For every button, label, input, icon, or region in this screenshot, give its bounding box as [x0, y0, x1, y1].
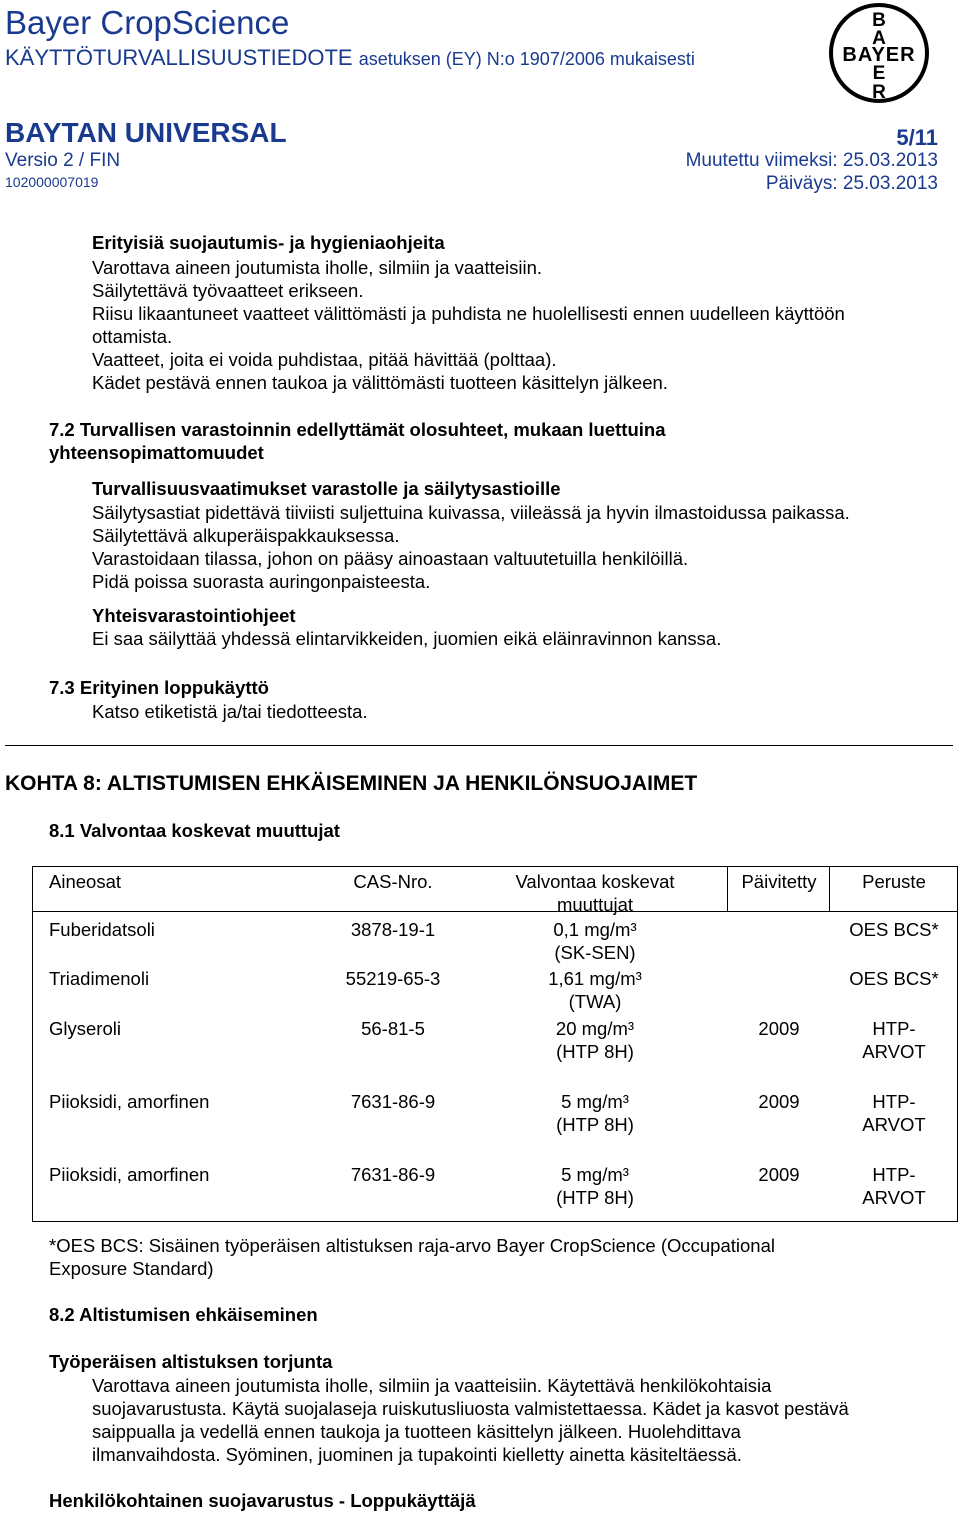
table-cell-ingredient: Triadimenoli	[49, 968, 150, 989]
table-header-control-params: Valvontaa koskevat	[515, 871, 675, 892]
table-cell-ingredient: Glyseroli	[49, 1018, 121, 1039]
table-cell-value: 1,61 mg/m³	[548, 968, 642, 989]
table-cell-value-type: (SK-SEN)	[554, 942, 636, 963]
table-footnote: *OES BCS: Sisäinen työperäisen altistuksen raja-arvo Bayer CropScience (Occupational	[49, 1235, 775, 1256]
regulation-text: asetuksen (EY) N:o 1907/2006 mukaisesti	[358, 49, 695, 69]
table-cell-ingredient: Piioksidi, amorfinen	[49, 1091, 210, 1112]
storage-line: Pidä poissa suorasta auringonpaisteesta.	[92, 571, 431, 592]
work-exposure-line: suojavarustusta. Käytä suojalaseja ruiskutusliuosta valmistettaessa. Kädet ja kasvot pestävä	[92, 1398, 849, 1419]
section-7-2-title-cont: yhteensopimattomuudet	[49, 442, 264, 463]
hygiene-line: Vaatteet, joita ei voida puhdistaa, pitää hävittää (polttaa).	[92, 349, 557, 370]
table-column-divider	[727, 867, 728, 911]
product-name: BAYTAN UNIVERSAL	[5, 117, 287, 148]
table-cell-value: 5 mg/m³	[561, 1091, 629, 1112]
table-footnote-cont: Exposure Standard)	[49, 1258, 214, 1279]
section-8-title: KOHTA 8: ALTISTUMISEN EHKÄISEMINEN JA HENKILÖNSUOJAIMET	[5, 772, 698, 795]
hygiene-line: Kädet pestävä ennen taukoa ja välittömästi tuotteen käsittelyn jälkeen.	[92, 372, 668, 393]
hygiene-line: Säilytettävä työvaatteet erikseen.	[92, 280, 364, 301]
hygiene-heading: Erityisiä suojautumis- ja hygieniaohjeita	[92, 232, 445, 253]
table-header-control-params-cont: muuttujat	[556, 894, 634, 915]
work-exposure-heading: Työperäisen altistuksen torjunta	[49, 1351, 333, 1372]
table-column-divider	[829, 867, 830, 911]
table-cell-updated: 2009	[758, 1018, 800, 1039]
table-cell-cas: 55219-65-3	[345, 968, 441, 989]
hygiene-line: Riisu likaantuneet vaatteet välittömästi ja puhdista ne huolellisesti ennen uudelleen käyttöön	[92, 303, 845, 324]
document-id: 102000007019	[5, 174, 99, 190]
table-cell-value: 20 mg/m³	[555, 1018, 635, 1039]
table-cell-basis-cont: ARVOT	[862, 1114, 926, 1135]
section-7-3-line: Katso etiketistä ja/tai tiedotteesta.	[92, 701, 368, 722]
section-7-2-title: 7.2 Turvallisen varastoinnin edellyttämät olosuhteet, mukaan luettuina	[49, 419, 666, 440]
svg-text:B: B	[872, 10, 886, 31]
table-header-updated: Päivitetty	[741, 871, 817, 892]
document-date: Päiväys: 25.03.2013	[765, 173, 938, 194]
table-cell-cas: 56-81-5	[361, 1018, 425, 1039]
work-exposure-line: ilmanvaihdosta. Syöminen, juominen ja tupakointi kielletty ainetta käsiteltäessä.	[92, 1444, 742, 1465]
svg-text:E: E	[872, 63, 886, 84]
work-exposure-line: Varottava aineen joutumista iholle, silmiin ja vaatteisiin. Käytettävä henkilökohtaisia	[92, 1375, 772, 1396]
ppe-heading: Henkilökohtainen suojavarustus - Loppukäyttäjä	[49, 1490, 476, 1511]
joint-storage-line: Ei saa säilyttää yhdessä elintarvikkeiden, juomien eikä eläinravinnon kanssa.	[92, 628, 722, 649]
table-cell-basis: OES BCS*	[849, 919, 939, 940]
storage-heading: Turvallisuusvaatimukset varastolle ja säilytysastioille	[92, 478, 561, 499]
table-cell-value-type: (HTP 8H)	[556, 1041, 634, 1062]
table-header-ingredient: Aineosat	[49, 871, 121, 892]
bayer-cross-logo	[820, 2, 938, 104]
exposure-limits-table	[32, 866, 958, 1222]
section-divider	[5, 745, 953, 746]
table-cell-basis: HTP-	[872, 1018, 916, 1039]
section-8-1-title: 8.1 Valvontaa koskevat muuttujat	[49, 820, 340, 841]
table-cell-basis: HTP-	[872, 1164, 916, 1185]
hygiene-line: Varottava aineen joutumista iholle, silmiin ja vaatteisiin.	[92, 257, 543, 278]
table-cell-ingredient: Piioksidi, amorfinen	[49, 1164, 210, 1185]
logo-text: BAYER	[842, 44, 916, 66]
table-cell-basis-cont: ARVOT	[862, 1187, 926, 1208]
table-cell-value-type: (HTP 8H)	[556, 1187, 634, 1208]
table-cell-cas: 3878-19-1	[350, 919, 436, 940]
page-number: 5/11	[896, 125, 938, 150]
storage-line: Varastoidaan tilassa, johon on pääsy ainoastaan valtuutetuilla henkilöillä.	[92, 548, 689, 569]
version: Versio 2 / FIN	[5, 150, 121, 171]
table-cell-cas: 7631-86-9	[350, 1164, 436, 1185]
table-cell-value-type: (TWA)	[568, 991, 622, 1012]
document-type	[5, 44, 695, 73]
svg-text:A: A	[872, 28, 886, 49]
svg-text:R: R	[872, 82, 886, 103]
hygiene-line: ottamista.	[92, 326, 173, 347]
work-exposure-line: saippualla ja vedellä ennen taukoja ja tuotteen käsittelyn jälkeen. Huolehdittava	[92, 1421, 741, 1442]
table-cell-ingredient: Fuberidatsoli	[49, 919, 155, 940]
last-modified: Muutettu viimeksi: 25.03.2013	[685, 150, 938, 171]
table-header-cas: CAS-Nro.	[353, 871, 433, 892]
section-8-2-title: 8.2 Altistumisen ehkäiseminen	[49, 1304, 318, 1325]
joint-storage-heading: Yhteisvarastointiohjeet	[92, 605, 296, 626]
section-7-3-title: 7.3 Erityinen loppukäyttö	[49, 677, 269, 698]
table-cell-value: 5 mg/m³	[561, 1164, 629, 1185]
storage-line: Säilytysastiat pidettävä tiiviisti suljettuina kuivassa, viileässä ja hyvin ilmastoidussa paikassa.	[92, 502, 850, 523]
table-cell-updated: 2009	[758, 1091, 800, 1112]
table-cell-basis: HTP-	[872, 1091, 916, 1112]
table-cell-basis-cont: ARVOT	[862, 1041, 926, 1062]
storage-line: Säilytettävä alkuperäispakkauksessa.	[92, 525, 400, 546]
table-header-basis: Peruste	[862, 871, 926, 892]
table-cell-basis: OES BCS*	[849, 968, 939, 989]
table-cell-value: 0,1 mg/m³	[553, 919, 637, 940]
company-name: Bayer CropScience	[5, 4, 290, 41]
table-cell-value-type: (HTP 8H)	[556, 1114, 634, 1135]
table-cell-updated: 2009	[758, 1164, 800, 1185]
table-cell-cas: 7631-86-9	[350, 1091, 436, 1112]
document-type-label: KÄYTTÖTURVALLISUUSTIEDOTE	[5, 45, 353, 70]
